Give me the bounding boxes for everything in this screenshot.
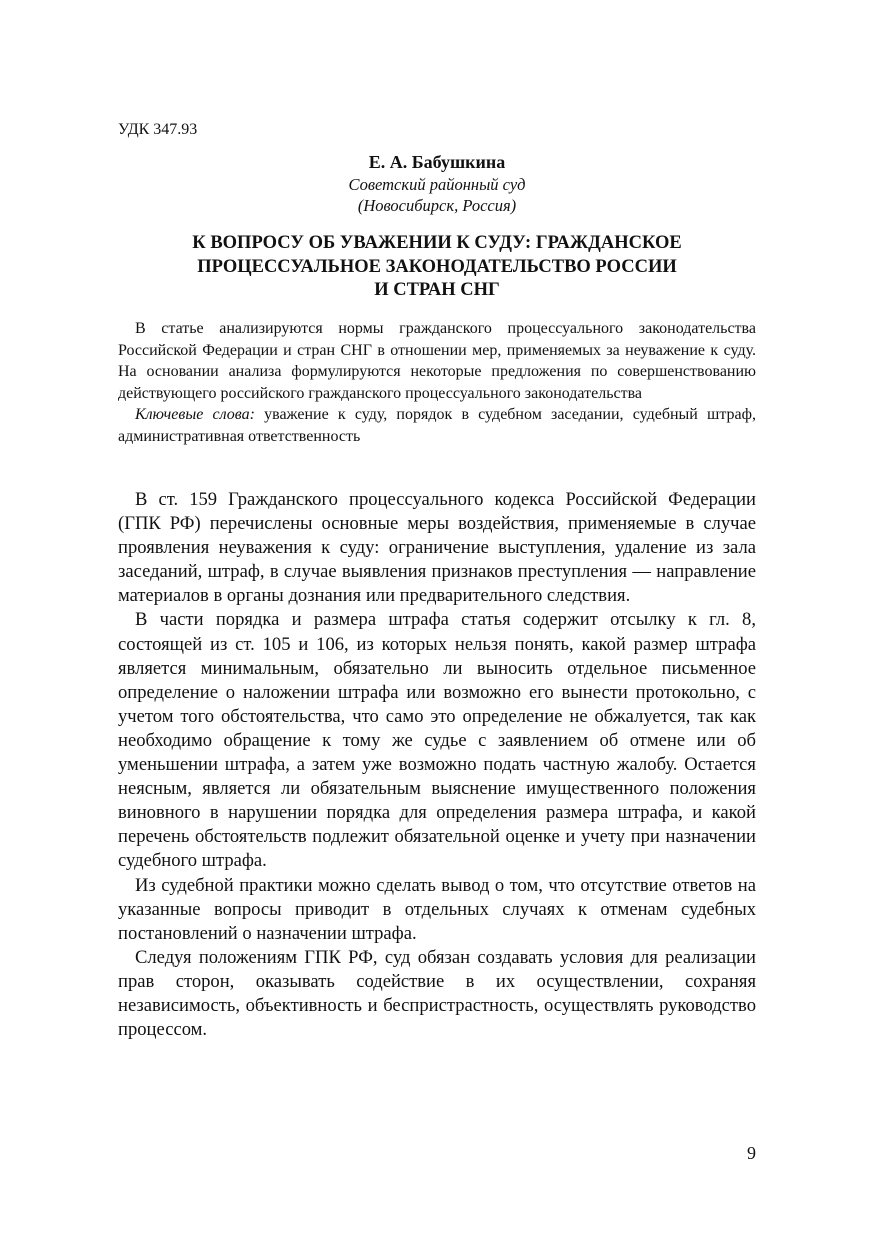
keywords-list: уважение к суду, порядок в судебном заседании, судебный штраф, административная ответственность bbox=[118, 406, 757, 445]
abstract-text: В статье анализируются нормы гражданского процессуального законодательства Российской Федерации и стран СНГ в отношении мер, применяемых за неуважение к суду. На основании анализа формулируются некоторые предложения по совершенствованию действующего российского гражданского процессуального законодательства bbox=[118, 320, 756, 402]
author-name: Е. А. Бабушкина bbox=[368, 152, 506, 172]
article-title bbox=[118, 232, 756, 303]
article-title-line-3: И СТРАН СНГ bbox=[374, 280, 500, 300]
author-block bbox=[118, 150, 756, 216]
body-paragraph-4: Следуя положениям ГПК РФ, суд обязан создавать условия для реализации прав сторон, оказывать содействие в их осуществлении, сохраняя независимость, объективность и беспристрастность, осуществлять руководство процессом. bbox=[118, 946, 756, 1041]
abstract bbox=[118, 318, 756, 448]
udk-code: УДК 347.93 bbox=[118, 121, 198, 138]
page-number: 9 bbox=[747, 1143, 756, 1163]
keywords-label: Ключевые слова: bbox=[135, 406, 255, 424]
article-title-line-1: К ВОПРОСУ ОБ УВАЖЕНИИ К СУДУ: ГРАЖДАНСКОЕ bbox=[192, 233, 682, 253]
article-body bbox=[118, 488, 756, 1042]
author-location: (Новосибирск, Россия) bbox=[357, 196, 517, 215]
author-affiliation: Советский районный суд bbox=[348, 175, 526, 194]
body-paragraph-3: Из судебной практики можно сделать вывод о том, что отсутствие ответов на указанные вопросы приводит в отдельных случаях к отменам судебных постановлений о назначении штрафа. bbox=[118, 874, 756, 944]
article-title-line-2: ПРОЦЕССУАЛЬНОЕ ЗАКОНОДАТЕЛЬСТВО РОССИИ bbox=[197, 256, 677, 277]
journal-page bbox=[118, 0, 756, 1241]
body-paragraph-1: В ст. 159 Гражданского процессуального кодекса Российской Федерации (ГПК РФ) перечислены основные меры воздействия, применяемые в случае проявления неуважения к суду: ограничение выступления, удаление из зала заседаний, штраф, в случае выявления признаков преступления — направление материалов в органы дознания или предварительного следствия. bbox=[118, 489, 756, 607]
keywords bbox=[118, 404, 756, 447]
body-paragraph-2: В части порядка и размера штрафа статья содержит отсылку к гл. 8, состоящей из ст. 105 и 106, из которых нельзя понять, какой размер штрафа является минимальным, обязательно ли выносить отдельное письменное определение о наложении штрафа или возможно его вынести протокольно, с учетом того обстоятельства, что само это определение не обжалуется, так как необходимо обращение к тому же судье с заявлением об отмене или об уменьшении штрафа, а затем уже возможно подать частную жалобу. Остается неясным, является ли обязательным выяснение имущественного положения виновного в нарушении порядка для определения размера штрафа, и какой перечень обстоятельств подлежит обязательной оценке и учету при назначении судебного штрафа. bbox=[118, 609, 756, 872]
